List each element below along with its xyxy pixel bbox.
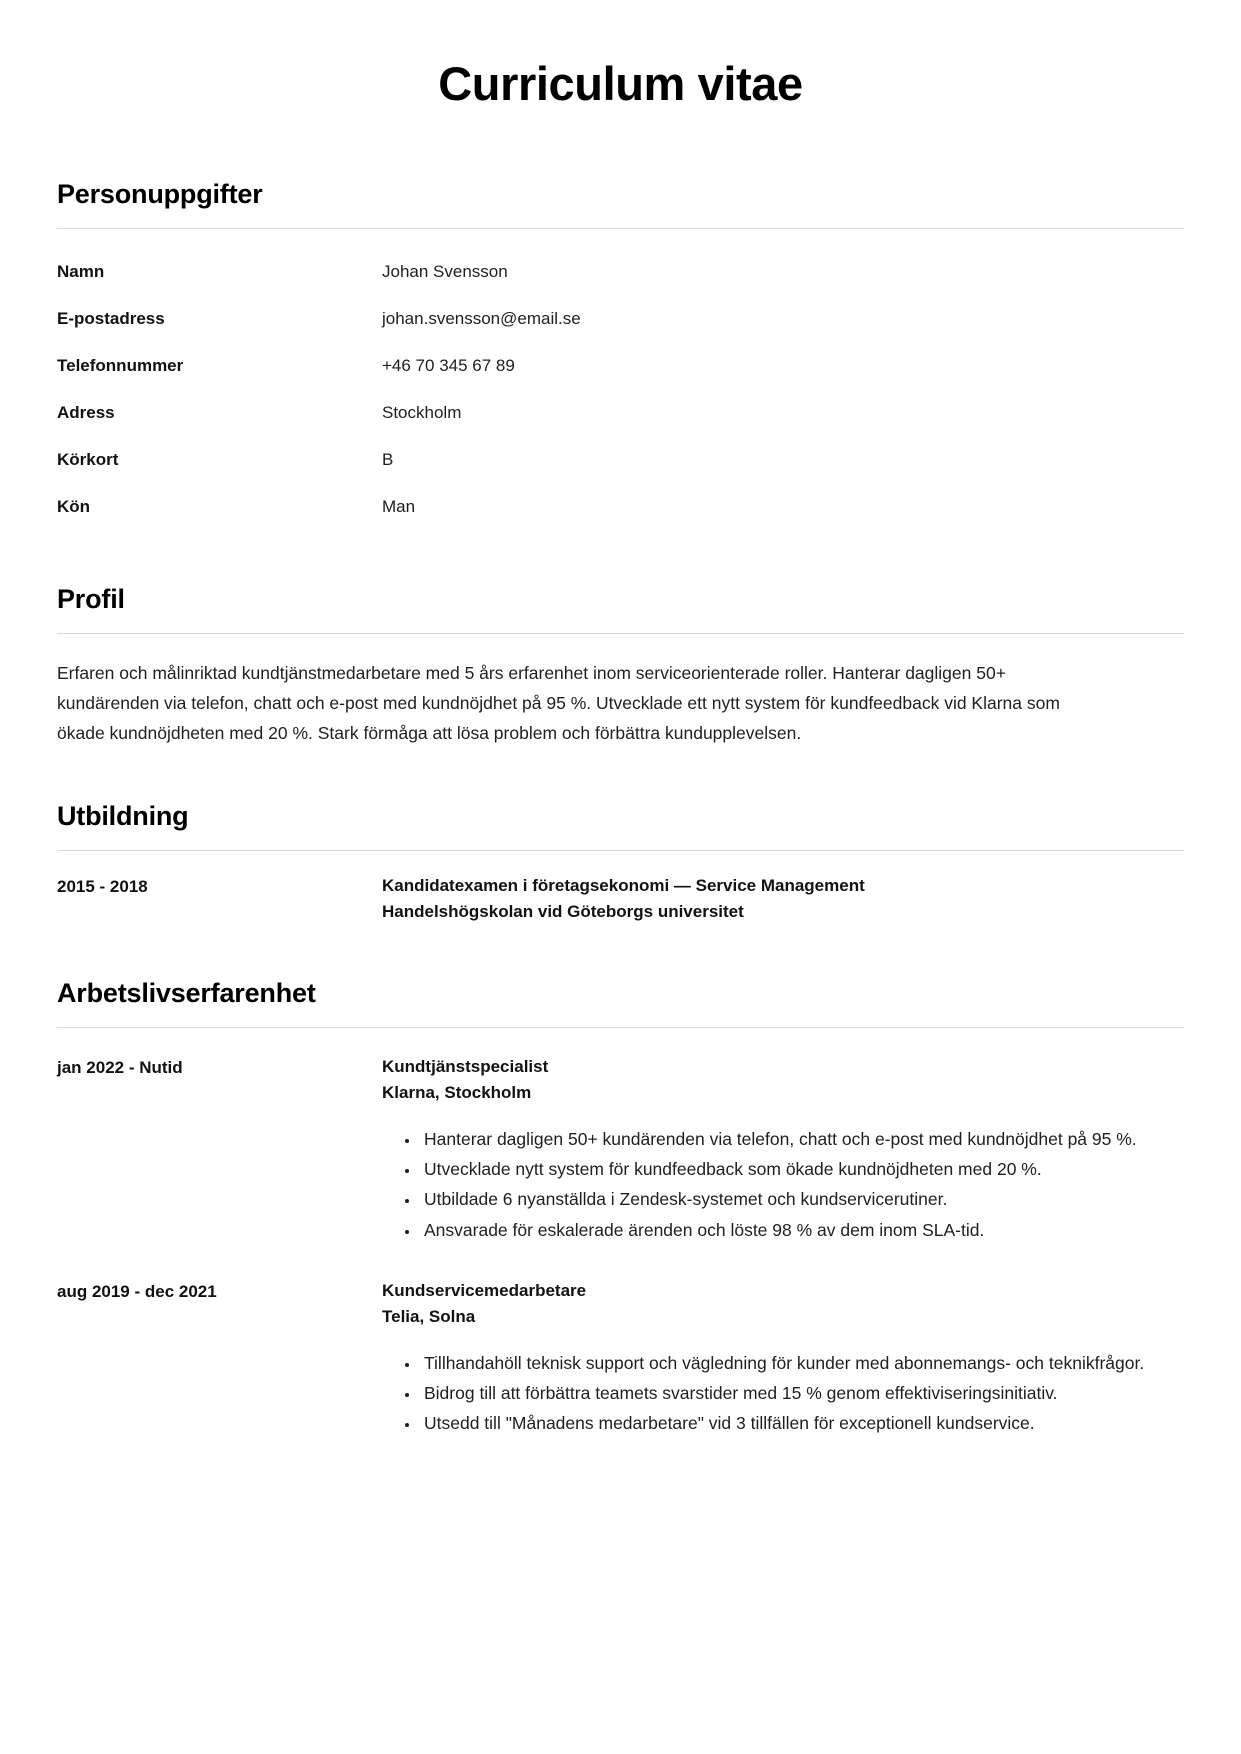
list-item: • Utvecklade nytt system för kundfeedback som ökade kundnöjdheten med 20 %. <box>420 1155 1184 1183</box>
field-value: Man <box>382 496 416 516</box>
entry-body <box>382 1278 1184 1440</box>
field-value: +46 70 345 67 89 <box>382 356 515 376</box>
entry-bullet-list <box>382 1125 1184 1244</box>
list-item: • Bidrog till att förbättra teamets svarstider med 15 % genom effektiviseringsinitiativ. <box>420 1379 1184 1407</box>
education-entry <box>57 873 1184 926</box>
field-value: Stockholm <box>382 402 462 422</box>
table-row <box>57 249 1184 296</box>
field-label: Körkort <box>57 449 119 469</box>
section-heading-personal-details: Personuppgifter <box>57 179 263 210</box>
entry-period: jan 2022 - Nutid <box>57 1057 183 1077</box>
entry-body <box>382 873 1184 926</box>
list-item: • Utbildade 6 nyanställda i Zendesk-systemet och kundservicerutiner. <box>420 1185 1184 1213</box>
work-entry <box>57 1278 1184 1440</box>
entry-period: 2015 - 2018 <box>57 876 148 896</box>
section-heading-work-experience: Arbetslivserfarenhet <box>57 978 316 1009</box>
education-entries <box>57 873 1184 926</box>
section-divider <box>57 850 1184 851</box>
entry-employer: Klarna, Stockholm <box>382 1083 532 1103</box>
personal-details-table <box>57 249 1184 531</box>
entry-job-title: Kundservicemedarbetare <box>382 1281 587 1301</box>
entry-period: aug 2019 - dec 2021 <box>57 1282 217 1302</box>
field-value: Johan Svensson <box>382 262 508 282</box>
table-row <box>57 390 1184 437</box>
field-value: B <box>382 449 394 469</box>
entry-body <box>382 1054 1184 1246</box>
profile-summary-text: Erfaren och målinriktad kundtjänstmedarbetare med 5 års erfarenhet inom serviceorienterade roller. Hanterar dagligen 50+ kundärenden via telefon, chatt och e-post med kundnöjdhet på 95 %. Utvecklade ett nytt system för kundfeedback vid Klarna som ökade kundnöjdheten med 20 %. Stark förmåga att lösa problem och förbättra kundupplevelsen. <box>57 662 1060 743</box>
entry-job-title: Kundtjänstspecialist <box>382 1056 549 1076</box>
section-divider <box>57 1027 1184 1028</box>
section-education <box>57 800 1184 925</box>
entry-bullet-list <box>382 1349 1184 1438</box>
table-row <box>57 343 1184 390</box>
list-item: • Utsedd till "Månadens medarbetare" vid 3 tillfällen för exceptionell kundservice. <box>420 1409 1184 1437</box>
entry-institution: Handelshögskolan vid Göteborgs universitet <box>382 901 744 921</box>
list-item: • Tillhandahöll teknisk support och vägledning för kunder med abonnemangs- och teknikfrågor. <box>420 1349 1184 1377</box>
field-label: E-postadress <box>57 309 165 329</box>
section-divider <box>57 633 1184 634</box>
field-value: johan.svensson@email.se <box>382 309 581 329</box>
section-personal-details <box>57 178 1184 530</box>
field-label: Namn <box>57 262 105 282</box>
field-label: Adress <box>57 402 115 422</box>
section-heading-profile: Profil <box>57 583 125 614</box>
work-entry <box>57 1054 1184 1246</box>
section-work-experience <box>57 977 1184 1440</box>
work-entries <box>57 1054 1184 1440</box>
section-profile <box>57 583 1184 748</box>
table-row <box>57 484 1184 531</box>
table-row <box>57 296 1184 343</box>
page-content <box>0 178 1241 1439</box>
entry-title: Kandidatexamen i företagsekonomi — Service Management <box>382 875 865 895</box>
list-item: • Hanterar dagligen 50+ kundärenden via telefon, chatt och e-post med kundnöjdhet på 95 %. <box>420 1125 1184 1153</box>
page-title: Curriculum vitae <box>438 57 803 110</box>
entry-employer: Telia, Solna <box>382 1307 476 1327</box>
personal-details-rows <box>57 249 1184 531</box>
table-row <box>57 437 1184 484</box>
section-divider <box>57 228 1184 229</box>
list-item: • Ansvarade för eskalerade ärenden och löste 98 % av dem inom SLA-tid. <box>420 1216 1184 1244</box>
field-label: Telefonnummer <box>57 356 184 376</box>
field-label: Kön <box>57 496 91 516</box>
section-heading-education: Utbildning <box>57 800 189 831</box>
